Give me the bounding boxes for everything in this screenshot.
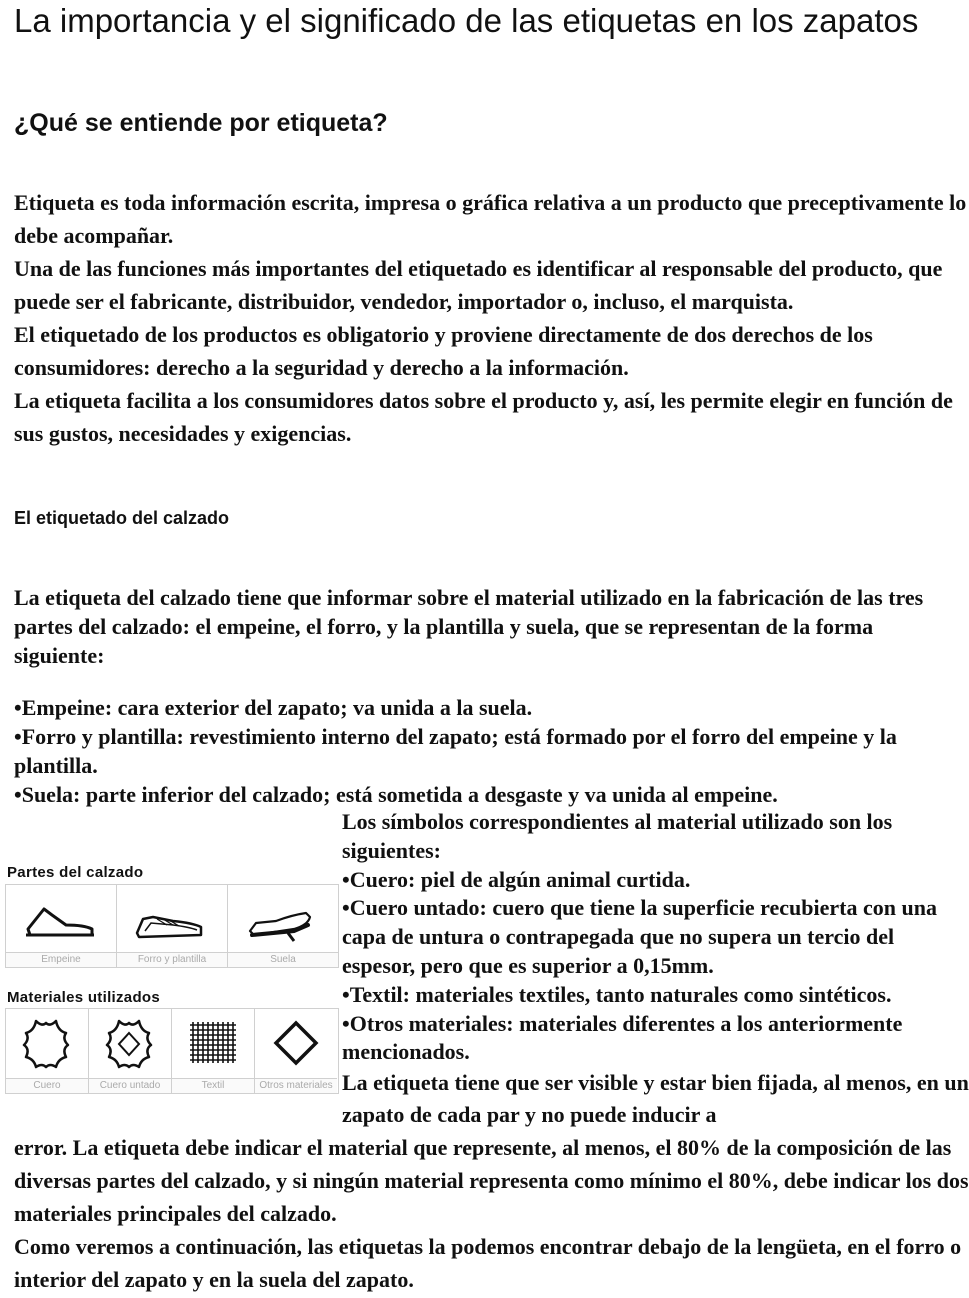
list-item: •Cuero untado: cuero que tiene la superficie recubierta con una capa de untura o contrapegada que no supera un tercio del espesor, pero que es superior a 0,15mm. xyxy=(342,895,937,978)
shoe-sole-icon xyxy=(228,885,338,953)
intro-paragraph: El etiquetado de los productos es obligatorio y proviene directamente de dos derechos de los consumidores: derecho a la seguridad y derecho a la información. xyxy=(14,322,873,380)
list-item: •Textil: materiales textiles, tanto naturales como sintéticos. xyxy=(342,981,892,1007)
material-cell-cuero xyxy=(6,1009,89,1093)
materials-figure xyxy=(5,1008,339,1094)
section-heading-calzado: El etiquetado del calzado xyxy=(14,508,230,528)
label-visibility-text: La etiqueta tiene que ser visible y estar bien fijada, al menos, en un zapato de cada par y no puede inducir a xyxy=(342,1070,969,1128)
symbols-intro: Los símbolos correspondientes al material utilizado son los siguientes: xyxy=(342,809,893,863)
textile-weave-icon xyxy=(172,1009,254,1079)
part-caption: Suela xyxy=(228,952,338,967)
shoe-upper-icon xyxy=(6,885,116,953)
part-caption: Forro y plantilla xyxy=(117,952,227,967)
material-caption: Cuero untado xyxy=(89,1078,171,1093)
section-heading-etiqueta: ¿Qué se entiende por etiqueta? xyxy=(14,109,388,137)
parts-list xyxy=(14,693,969,809)
figure-label-parts: Partes del calzado xyxy=(7,864,144,881)
intro-paragraph: La etiqueta facilita a los consumidores datos sobre el producto y, así, les permite elegir en función de sus gustos, necesidades y exigencias. xyxy=(14,388,953,446)
shoe-lining-icon xyxy=(117,885,227,953)
material-caption: Otros materiales xyxy=(255,1078,337,1093)
leather-hide-icon xyxy=(6,1009,88,1079)
list-item: •Empeine: cara exterior del zapato; va unida a la suela. xyxy=(14,695,533,720)
list-item: •Suela: parte inferior del calzado; está sometida a desgaste y va unida al empeine. xyxy=(14,782,778,807)
material-caption: Cuero xyxy=(6,1078,88,1093)
list-item: •Forro y plantilla: revestimiento interno del zapato; está formado por el forro del empeine y la plantilla. xyxy=(14,724,897,778)
material-cell-cuero-untado xyxy=(89,1009,172,1093)
symbols-section xyxy=(342,808,969,1131)
closing-section xyxy=(14,1131,969,1296)
part-caption: Empeine xyxy=(6,952,116,967)
intro-paragraph: Etiqueta es toda información escrita, impresa o gráfica relativa a un producto que preceptivamente lo debe acompañar. xyxy=(14,190,967,248)
closing-paragraph: Como veremos a continuación, las etiquetas la podemos encontrar debajo de la lengüeta, en el forro o interior del zapato y en la suela del zapato. xyxy=(14,1234,962,1292)
figure-label-materials: Materiales utilizados xyxy=(7,989,161,1006)
diamond-icon xyxy=(255,1009,337,1079)
part-cell-suela xyxy=(228,885,338,967)
intro-paragraph: Una de las funciones más importantes del etiquetado es identificar al responsable del producto, que puede ser el fabricante, distribuidor, vendedor, importador o, incluso, el marquista. xyxy=(14,256,943,314)
parts-figure xyxy=(5,884,339,968)
material-cell-otros xyxy=(255,1009,337,1093)
page-title: La importancia y el significado de las etiquetas en los zapatos xyxy=(14,2,919,39)
list-item: •Cuero: piel de algún animal curtida. xyxy=(342,866,691,892)
calzado-paragraph: La etiqueta del calzado tiene que informar sobre el material utilizado en la fabricación de las tres partes del calzado: el empeine, el forro, y la plantilla y suela, que se representan de la forma siguiente: xyxy=(14,585,924,668)
material-cell-textil xyxy=(172,1009,255,1093)
intro-section xyxy=(14,186,969,450)
part-cell-empeine xyxy=(6,885,117,967)
material-caption: Textil xyxy=(172,1078,254,1093)
part-cell-forro xyxy=(117,885,228,967)
coated-leather-icon xyxy=(89,1009,171,1079)
list-item: •Otros materiales: materiales diferentes a los anteriormente mencionados. xyxy=(342,1010,903,1065)
closing-paragraph: error. La etiqueta debe indicar el material que represente, al menos, el 80% de la composición de las diversas partes del calzado, y si ningún material representa como mínimo el 80%, debe indicar los dos materiales principales del calzado. xyxy=(14,1135,969,1226)
